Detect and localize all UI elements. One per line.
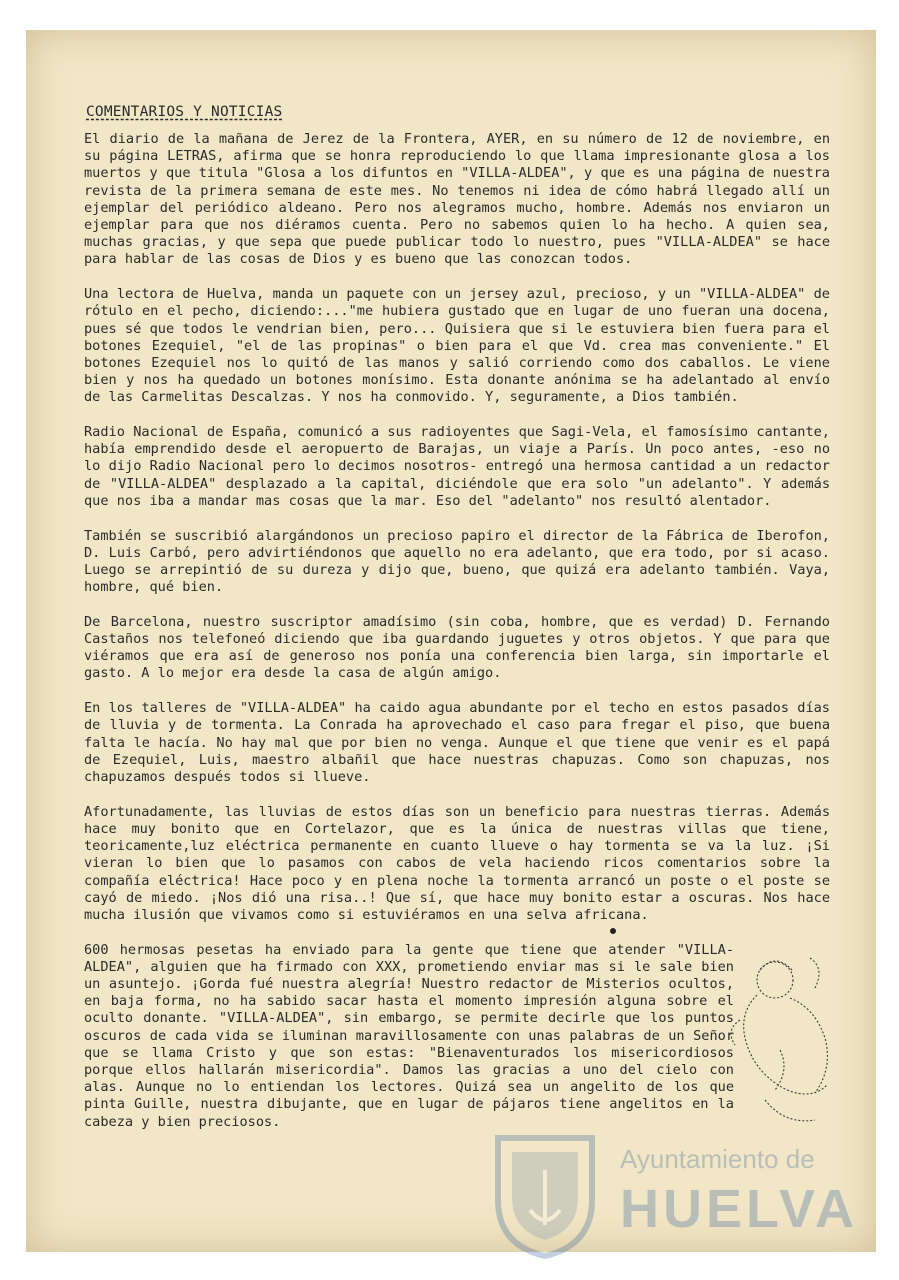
paragraph-1: El diario de la mañana de Jerez de la Frontera, AYER, en su número de 12 de noviembre, en su página LETRAS, afirma que se honra reproduciendo lo que llama impresionante glosa a los muertos y que titula "Glosa a los difuntos en "VILLA-ALDEA", y que es una página de nuestra revista de la primera semana de este mes. No tenemos ni idea de cómo habrá llegado allí un ejemplar del periódico aldeano. Pero nos alegramos mucho, hombre. Además nos enviaron un ejemplar para que nos diéramos cuenta. Pero no sabemos quien lo ha hecho. A quien sea, muchas gracias, y que sepa que puede publicar todo lo nuestro, pues "VILLA-ALDEA" se hace para hablar de las cosas de Dios y es bueno que las conozcan todos. (84, 131, 830, 268)
angel-sketch-icon (720, 950, 845, 1140)
watermark-line-2: HUELVA (620, 1179, 858, 1239)
paragraph-2: Una lectora de Huelva, manda un paquete con un jersey azul, precioso, y un "VILLA-ALDEA" de rótulo en el pecho, diciendo:..."me hubiera gustado que en lugar de uno fueran una docena, pues sé que todos le vendrian bien, pero... Quisiera que si le estuviera bien fuera para el botones Ezequiel, "el de las propinas" o bien para el que Vd. crea mas conveniente." El botones Ezequiel nos lo quitó de las manos y salió corriendo como dos caballos. Le viene bien y nos ha quedado un botones monísimo. Esta donante anónima se ha adelantado al envío de las Carmelitas Descalzas. Y nos ha conmovido. Y, seguramente, a Dios también. (84, 286, 830, 406)
paragraph-7: Afortunadamente, las lluvias de estos días son un beneficio para nuestras tierras. Además hace muy bonito que en Cortelazor, que es la única de nuestras villas que tiene, teoricamente,luz eléctrica permanente en cuanto llueve o hay tormenta se va la luz. ¡Si vieran lo bien que lo pasamos con cabos de vela haciendo ricos comentarios sobre la compañía eléctrica! Hace poco y en plena noche la tormenta arrancó un poste o el poste se cayó de miedo. ¡Nos dió una risa..! Que sí, que hace muy bonito estar a oscuras. Nos hace mucha ilusión que vivamos como si estuviéramos en una selva africana. (84, 803, 830, 923)
paragraph-6: En los talleres de "VILLA-ALDEA" ha caido agua abundante por el techo en estos pasados días de lluvia y de tormenta. La Conrada ha aprovechado el caso para fregar el piso, que buena falta le hacía. No hay mal que por bien no venga. Aunque el que tiene que venir es el papá de Ezequiel, Luis, maestro albañil que hace nuestras chapuzas. Como son chapuzas, nos chapuzamos después todos si llueve. (84, 700, 830, 785)
ink-spot (610, 928, 616, 934)
paragraph-3: Radio Nacional de España, comunicó a sus radioyentes que Sagi-Vela, el famosísimo cantante, había emprendido desde el aeropuerto de Barajas, un viaje a París. Un poco antes, -eso no lo dijo Radio Nacional pero lo decimos nosotros- entregó una hermosa cantidad a un redactor de "VILLA-ALDEA" desplazado a la capital, diciéndole que era solo "un adelanto". Y además que nos iba a mandar mas cosas que la mar. Eso del "adelanto" nos resultó alentador. (84, 424, 830, 509)
page-title: COMENTARIOS Y NOTICIAS (86, 104, 283, 120)
watermark (490, 1130, 870, 1260)
watermark-line-1: Ayuntamiento de (620, 1144, 815, 1174)
paragraph-8: 600 hermosas pesetas ha enviado para la gente que tiene que atender "VILLA-ALDEA", alguien que ha firmado con XXX, prometiendo enviar mas si le sale bien un asuntejo. ¡Gorda fué nuestra alegría! Nuestro redactor de Misterios ocultos, en baja forma, no ha sabido sacar hasta el momento impresión alguna sobre el oculto donante. "VILLA-ALDEA", sin embargo, se permite decirle que los puntos oscuros de cada vida se iluminan maravillosamente con unas palabras de un Señor que se llama Cristo y que son estas: "Bienaventurados los misericordiosos porque ellos hallarán misericordia". Damos las gracias a uno del cielo con alas. Aunque no lo entiendan los lectores. Quizá sea un angelito de los que pinta Guille, nuestra dibujante, que en lugar de pájaros tiene angelitos en la cabeza y bien preciosos. (84, 941, 734, 1130)
article-body (84, 131, 830, 1148)
paragraph-5: De Barcelona, nuestro suscriptor amadísimo (sin coba, hombre, que es verdad) D. Fernando Castaños nos telefoneó diciendo que iba guardando juguetes y otros objetos. Y que para que viéramos que era así de generoso nos ponía una conferencia bien larga, sin importarle el gasto. A lo mejor era desde la casa de algún amigo. (84, 613, 830, 682)
paragraph-4: También se suscribió alargándonos un precioso papiro el director de la Fábrica de Iberofon, D. Luis Carbó, pero advirtiéndonos que aquello no era adelanto, que era todo, por si acaso. Luego se arrepintió de su dureza y dijo que, bueno, que quizá era adelanto también. Vaya, hombre, qué bien. (84, 527, 830, 596)
coat-of-arms-icon (490, 1130, 600, 1260)
